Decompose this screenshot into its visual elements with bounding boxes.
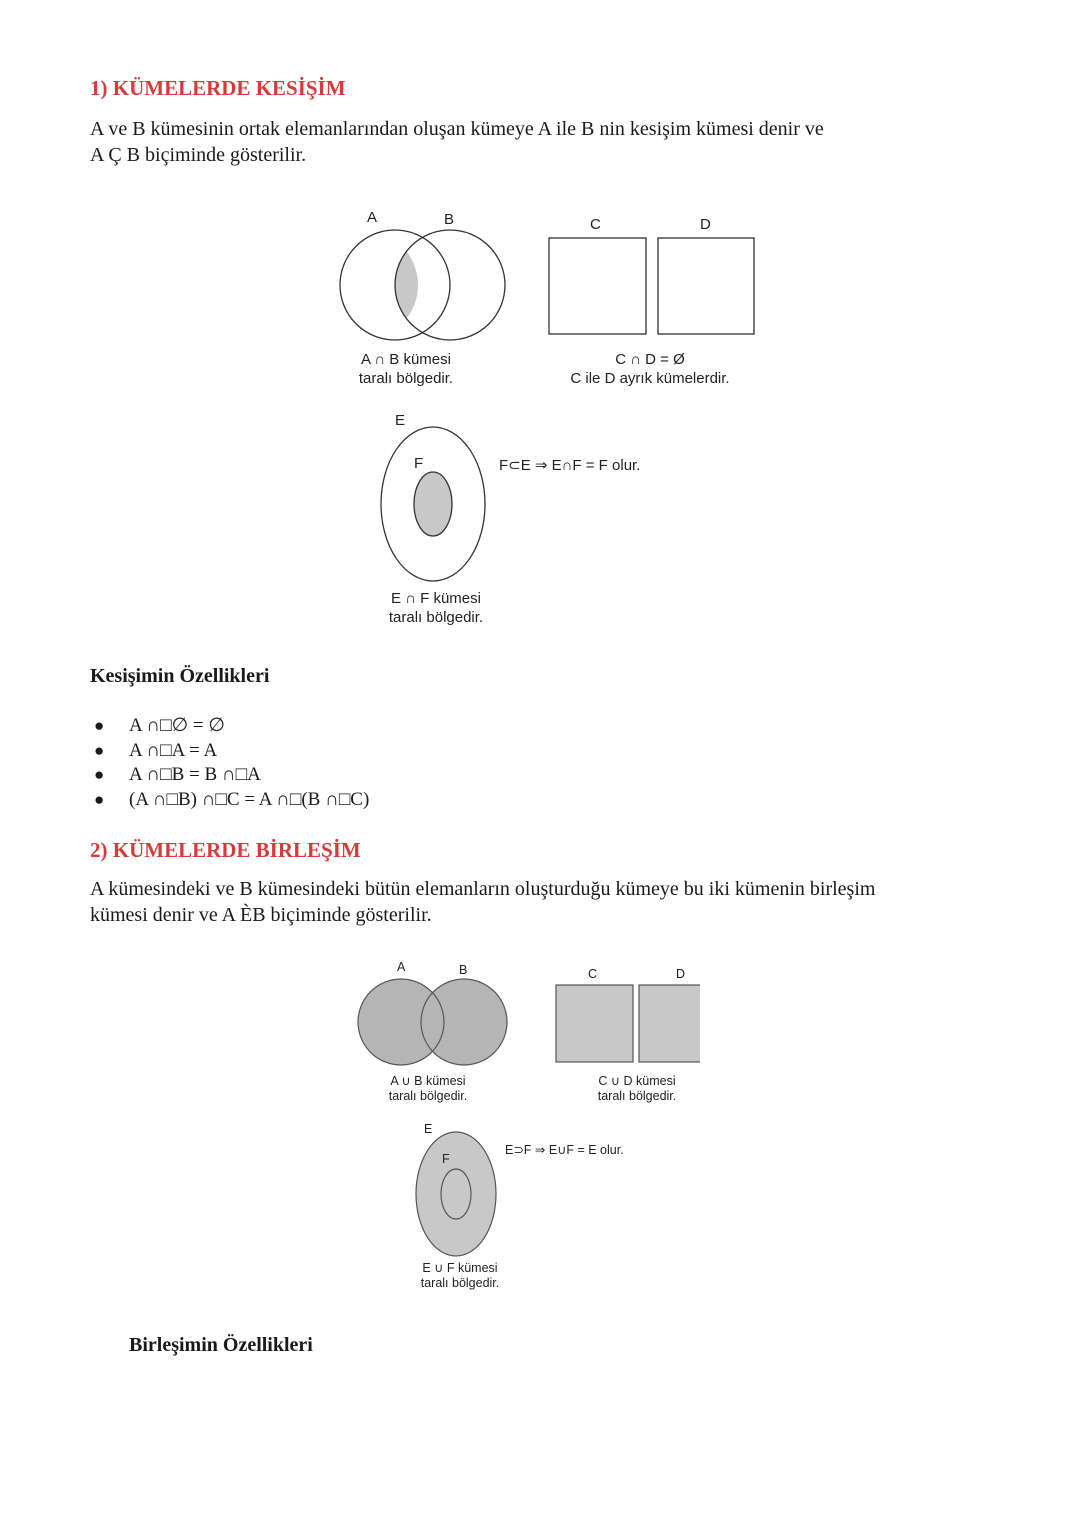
label-a: A <box>367 209 378 226</box>
rule-e-superset-f: E⊃F ⇒ E∪F = E olur. <box>505 1143 624 1157</box>
label-f: F <box>414 455 424 472</box>
label-c: C <box>588 967 598 981</box>
label-e: E <box>424 1122 433 1136</box>
bullet-icon: ● <box>94 740 105 760</box>
section2-heading: 2) KÜMELERDE BİRLEŞİM <box>90 838 361 862</box>
caption-ab-line1: A ∪ B kümesi <box>390 1074 466 1088</box>
caption-ab-line2: taralı bölgedir. <box>358 370 454 387</box>
intersection-properties-list <box>92 714 369 812</box>
set-e-ellipse <box>416 1132 496 1256</box>
list-item: ● A ∩□∅ = ∅ <box>92 714 369 739</box>
caption-cd-line1: C ∩ D = Ø <box>615 351 685 368</box>
section1-paragraph <box>90 116 990 168</box>
venn-a-intersect-b <box>340 230 505 340</box>
label-a: A <box>397 960 406 974</box>
caption-ab-line2: taralı bölgedir. <box>388 1089 468 1103</box>
set-c-square <box>549 238 646 334</box>
section2-paragraph <box>90 876 990 928</box>
label-c: C <box>590 216 601 233</box>
label-e: E <box>395 412 406 429</box>
union-properties-heading: Birleşimin Özellikleri <box>129 1334 313 1356</box>
caption-ef-line2: taralı bölgedir. <box>388 609 484 626</box>
bullet-icon: ● <box>94 765 105 784</box>
section1-paragraph-line2: A Ç B biçiminde gösterilir. <box>90 144 307 166</box>
label-b: B <box>459 963 468 977</box>
set-d-square <box>658 238 754 334</box>
bullet-icon: ● <box>94 789 105 809</box>
set-c-square <box>556 985 633 1062</box>
list-item: ● A ∩□A = A <box>92 739 369 764</box>
caption-ab-line1: A ∩ B kümesi <box>361 351 451 368</box>
bullet-icon: ● <box>94 716 105 735</box>
list-item: ● A ∩□B = B ∩□A <box>92 763 369 788</box>
intersection-figure <box>300 200 780 640</box>
section1-paragraph-line1: A ve B kümesinin ortak elemanlarından oluşan kümeye A ile B nin kesişim kümesi denir ve <box>90 118 824 140</box>
set-f-ellipse <box>414 472 452 536</box>
set-d-square <box>639 985 700 1062</box>
caption-cd-line1: C ∪ D kümesi <box>598 1074 676 1088</box>
venn-a-union-b <box>358 979 507 1065</box>
section2-paragraph-line1: A kümesindeki ve B kümesindeki bütün elemanların oluşturduğu kümeye bu iki kümenin birleşim <box>90 878 876 900</box>
caption-ef-line2: taralı bölgedir. <box>420 1276 500 1290</box>
label-d: D <box>676 967 686 981</box>
caption-cd-line2: taralı bölgedir. <box>597 1089 677 1103</box>
union-figure <box>340 955 700 1295</box>
label-b: B <box>444 211 455 228</box>
section2-paragraph-line2: kümesi denir ve A ÈB biçiminde gösterilir. <box>90 904 432 926</box>
caption-cd-line2: C ile D ayrık kümelerdir. <box>570 370 730 387</box>
list-item: ● (A ∩□B) ∩□C = A ∩□(B ∩□C) <box>92 788 369 813</box>
label-f: F <box>442 1152 450 1166</box>
label-d: D <box>700 216 711 233</box>
intersection-properties-heading: Kesişimin Özellikleri <box>90 665 270 687</box>
caption-ef-line1: E ∩ F kümesi <box>391 590 481 607</box>
rule-f-subset-e: F⊂E ⇒ E∩F = F olur. <box>499 457 641 474</box>
section1-heading: 1) KÜMELERDE KESİŞİM <box>90 76 346 100</box>
caption-ef-line1: E ∪ F kümesi <box>422 1261 498 1275</box>
